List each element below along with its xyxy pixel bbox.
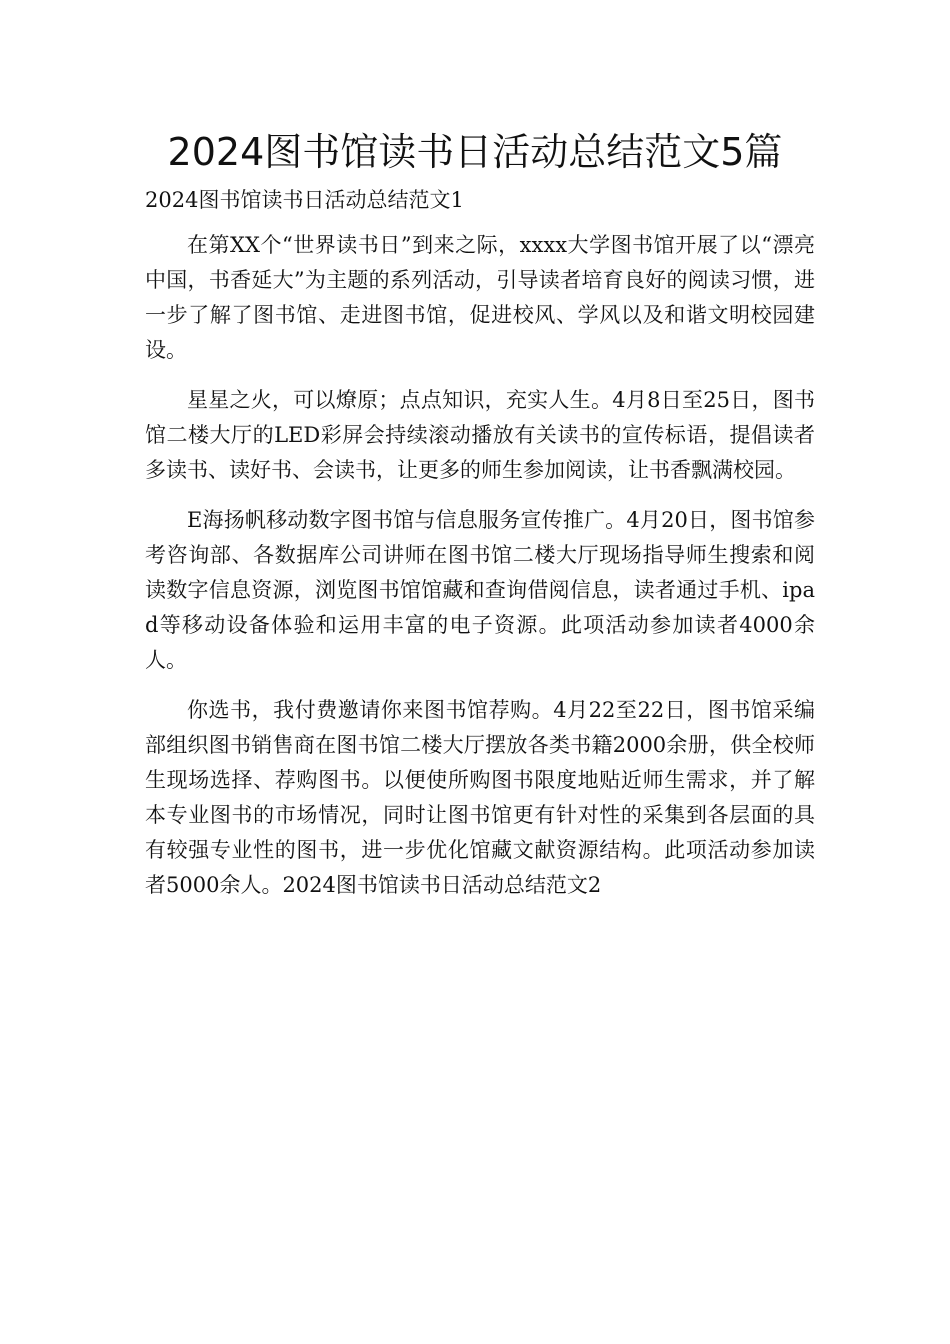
document-title: 2024图书馆读书日活动总结范文5篇 [167,130,783,174]
paragraph-4: 你选书，我付费邀请你来图书馆荐购。4月22至22日，图书馆采编部组织图书销售商在图书馆二楼大厅摆放各类书籍2000余册，供全校师生现场选择、荐购图书。以便使所购图书限度地贴近师生需求，并了解本专业图书的市场情况，同时让图书馆更有针对性的采集到各层面的具有较强专业性的图书，进一步优化馆藏文献资源结构。此项活动参加读者5000余人。2024图书馆读书日活动总结范文2 [145,698,815,897]
paragraph-1: 在第XX个“世界读书日”到来之际，xxxx大学图书馆开展了以“漂亮中国，书香延大”为主题的系列活动，引导读者培育良好的阅读习惯，进一步了解了图书馆、走进图书馆，促进校风、学风以及和谐文明校园建设。 [145,233,815,362]
document-body [145,183,815,918]
paragraph-3: E海扬帆移动数字图书馆与信息服务宣传推广。4月20日，图书馆参考咨询部、各数据库公司讲师在图书馆二楼大厅现场指导师生搜索和阅读数字信息资源，浏览图书馆馆藏和查询借阅信息，读者通过手机、ipad等移动设备体验和运用丰富的电子资源。此项活动参加读者4000余人。 [145,508,815,672]
paragraph-2: 星星之火，可以燎原；点点知识，充实人生。4月8日至25日，图书馆二楼大厅的LED彩屏会持续滚动播放有关读书的宣传标语，提倡读者多读书、读好书、会读书，让更多的师生参加阅读，让书香飘满校园。 [145,388,815,482]
section-heading: 2024图书馆读书日活动总结范文1 [145,188,464,212]
